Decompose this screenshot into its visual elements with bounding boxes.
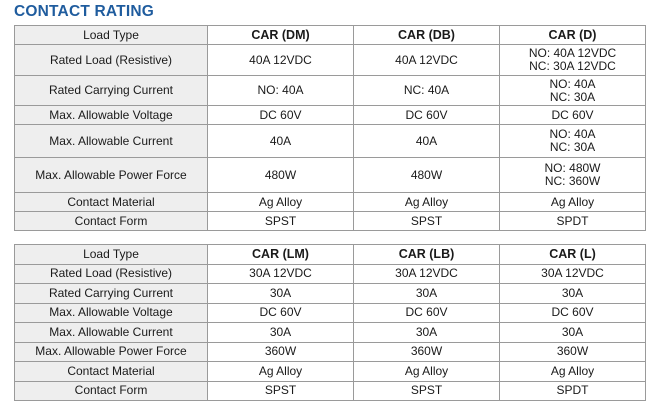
value-cell [500, 45, 646, 76]
row-label-cell: Max. Allowable Voltage [15, 303, 208, 323]
value-line: DC 60V [551, 305, 594, 320]
row-label-cell: Max. Allowable Voltage [15, 106, 208, 125]
table-row [15, 323, 646, 343]
value-cell [208, 125, 354, 158]
value-line: 30A [415, 324, 438, 339]
value-line: 40A [415, 133, 438, 148]
table-row [15, 106, 646, 125]
value-cell [208, 362, 354, 382]
value-cell [500, 106, 646, 125]
value-cell [208, 381, 354, 401]
value-cell [208, 342, 354, 362]
table-row [15, 284, 646, 304]
row-label-cell: Max. Allowable Current [15, 323, 208, 343]
value-cell [500, 212, 646, 231]
value-line: SPDT [556, 213, 589, 228]
column-header-cell: CAR (D) [500, 26, 646, 45]
value-line: 480W [410, 167, 443, 182]
value-cell [208, 284, 354, 304]
column-header-cell: CAR (L) [500, 245, 646, 265]
value-line: DC 60V [405, 107, 448, 122]
row-label-cell: Rated Carrying Current [15, 284, 208, 304]
value-cell [354, 342, 500, 362]
table-row [15, 193, 646, 212]
table-row [15, 303, 646, 323]
value-line: NC: 30A 12VDC [529, 59, 616, 73]
value-cell [354, 158, 500, 193]
value-line: 30A 12VDC [395, 266, 458, 281]
value-line: NO: 40A 12VDC [528, 46, 617, 60]
table-row [15, 381, 646, 401]
value-line: 360W [556, 344, 589, 359]
value-cell [208, 45, 354, 76]
value-cell [354, 362, 500, 382]
value-line: NC: 30A [549, 140, 596, 154]
value-line: NO: 40A [549, 76, 596, 91]
value-line: Ag Alloy [404, 194, 449, 209]
value-cell [500, 362, 646, 382]
value-line: NO: 40A [257, 83, 304, 97]
value-cell [500, 76, 646, 106]
value-cell [354, 125, 500, 158]
value-cell [208, 193, 354, 212]
table-row [15, 76, 646, 106]
value-cell [354, 212, 500, 231]
table-row [15, 212, 646, 231]
value-cell [354, 45, 500, 76]
value-cell [208, 212, 354, 231]
value-cell [208, 264, 354, 284]
value-line: 40A 12VDC [395, 52, 458, 67]
header-label-cell: Load Type [15, 26, 208, 45]
value-line: 30A [561, 324, 584, 339]
row-label-cell: Rated Carrying Current [15, 76, 208, 106]
value-line: DC 60V [259, 305, 302, 320]
value-line: SPST [410, 383, 443, 398]
contact-rating-table-2 [14, 244, 646, 401]
value-line: DC 60V [405, 305, 448, 320]
row-label-cell: Max. Allowable Power Force [15, 158, 208, 193]
row-label-cell: Rated Load (Resistive) [15, 264, 208, 284]
value-line: Ag Alloy [258, 194, 303, 209]
value-line: 30A [561, 285, 584, 300]
table-row [15, 264, 646, 284]
value-line: NC: 40A [403, 83, 450, 97]
value-cell [208, 323, 354, 343]
column-header-cell: CAR (LB) [354, 245, 500, 265]
value-cell [500, 323, 646, 343]
value-line: Ag Alloy [404, 363, 449, 378]
header-label-cell: Load Type [15, 245, 208, 265]
value-cell [354, 381, 500, 401]
value-line: NO: 40A [549, 127, 596, 141]
column-header-cell: CAR (LM) [208, 245, 354, 265]
table-header-row [15, 26, 646, 45]
contact-rating-table-1 [14, 25, 646, 231]
value-line: 30A [415, 285, 438, 300]
value-cell [354, 284, 500, 304]
value-line: 360W [410, 344, 443, 359]
value-line: 30A [269, 285, 292, 300]
table-row [15, 125, 646, 158]
row-label-cell: Contact Material [15, 193, 208, 212]
table-row [15, 45, 646, 76]
value-cell [500, 158, 646, 193]
value-cell [500, 303, 646, 323]
value-line: NO: 480W [544, 161, 601, 175]
value-cell [208, 106, 354, 125]
value-cell [354, 303, 500, 323]
value-cell [500, 342, 646, 362]
column-header-cell: CAR (DM) [208, 26, 354, 45]
value-line: 40A [269, 133, 292, 148]
table-row [15, 158, 646, 193]
row-label-cell: Max. Allowable Power Force [15, 342, 208, 362]
value-line: 30A 12VDC [249, 266, 312, 281]
row-label-cell: Max. Allowable Current [15, 125, 208, 158]
value-line: DC 60V [551, 107, 594, 122]
value-line: 30A [269, 324, 292, 339]
value-cell [354, 323, 500, 343]
table-row [15, 342, 646, 362]
value-cell [500, 193, 646, 212]
value-cell [500, 264, 646, 284]
value-cell [500, 381, 646, 401]
value-line: Ag Alloy [550, 194, 595, 209]
value-line: 40A 12VDC [249, 52, 312, 67]
value-line: SPST [264, 383, 297, 398]
value-line: SPST [410, 213, 443, 228]
value-cell [354, 264, 500, 284]
value-cell [208, 158, 354, 193]
value-line: 480W [264, 167, 297, 182]
value-line: Ag Alloy [550, 363, 595, 378]
value-cell [500, 284, 646, 304]
value-line: NC: 30A [549, 89, 596, 104]
value-line: DC 60V [259, 107, 302, 122]
value-line: 360W [264, 344, 297, 359]
value-cell [500, 125, 646, 158]
value-line: 30A 12VDC [541, 266, 604, 281]
value-line: SPST [264, 213, 297, 228]
column-header-cell: CAR (DB) [354, 26, 500, 45]
row-label-cell: Contact Material [15, 362, 208, 382]
value-cell [208, 76, 354, 106]
row-label-cell: Contact Form [15, 381, 208, 401]
table-row [15, 362, 646, 382]
value-line: SPDT [556, 383, 589, 398]
table-header-row [15, 245, 646, 265]
value-cell [354, 76, 500, 106]
value-cell [354, 106, 500, 125]
row-label-cell: Contact Form [15, 212, 208, 231]
page-title: CONTACT RATING [14, 3, 154, 20]
value-cell [354, 193, 500, 212]
value-line: NC: 360W [544, 174, 601, 188]
value-line: Ag Alloy [258, 363, 303, 378]
row-label-cell: Rated Load (Resistive) [15, 45, 208, 76]
value-cell [208, 303, 354, 323]
